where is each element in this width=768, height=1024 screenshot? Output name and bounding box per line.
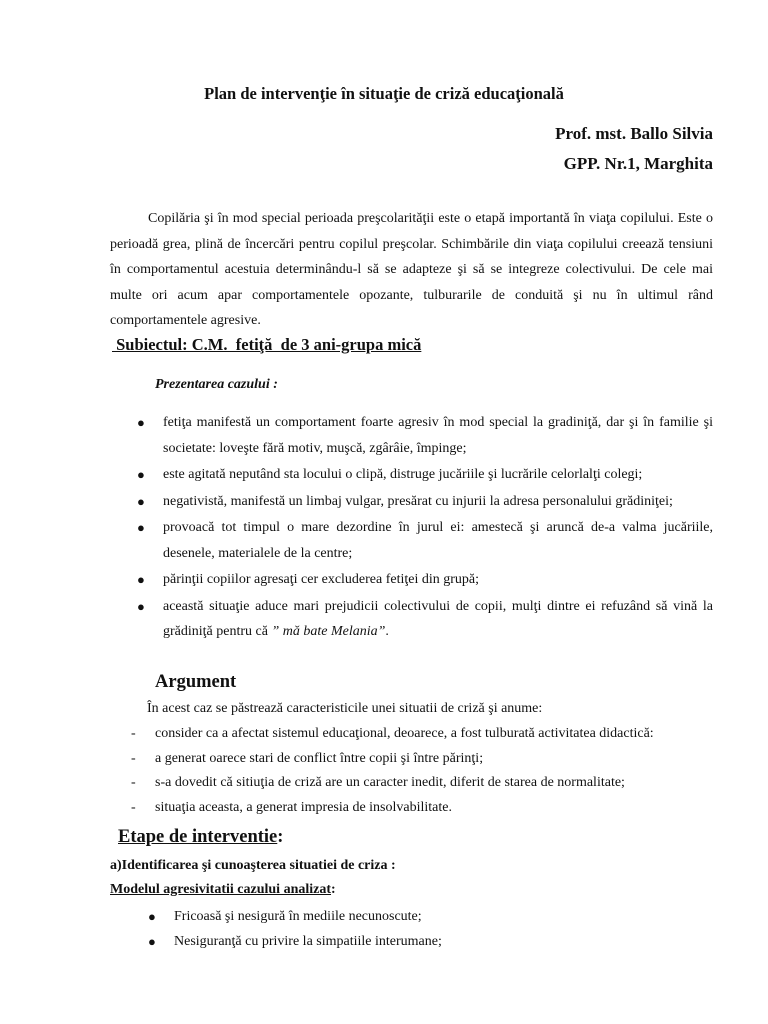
intro-paragraph: Copilăria şi în mod special perioada preşcolarităţii este o etapă importantă în viaţa copilului. Este o perioadă grea, plină de încercări pentru copilul preşcolar. Schimbările din viaţa copilului creează tensiuni în comportamentul acestuia determinându-l să se adapteze şi să se integreze colectivului. De cele mai multe ori acum apar comportamentele opozante, tulburarile de conduită şi nu în ultimul rând comportamentele agresive. [110, 211, 713, 328]
list-item [0, 771, 768, 796]
bullet-text: negativistă, manifestă un limbaj vulgar, presărat cu injurii la adresa personalului grădiniţei; [163, 493, 673, 509]
case-presentation-heading: Prezentarea cazului : [155, 377, 278, 392]
author-institution: GPP. Nr.1, Marghita [563, 154, 713, 173]
bullet-end: . [385, 624, 389, 639]
list-item [0, 722, 768, 747]
model-list [0, 904, 768, 954]
model-heading-suffix: : [331, 882, 336, 897]
bullet-text: părinţii copiilor agresaţi cer excluderea fetiţei din grupă; [163, 572, 480, 587]
argument-item: a generat oarece stari de conflict între copii şi între părinţi; [155, 750, 484, 766]
list-item [0, 904, 768, 929]
bullet-text: această situaţie aduce mari prejudicii colectivului de copii, mulţi dintre ei refuzând să vină la grădiniţă pentru că [163, 598, 713, 639]
list-item [0, 489, 768, 515]
model-heading-text: Modelul agresivitatii cazului analizat [110, 882, 332, 897]
list-item [0, 929, 768, 954]
bullet-icon: ● [137, 520, 145, 535]
argument-item: s-a dovedit că sitiuţia de criză are un caracter inedit, diferit de starea de normalitate; [155, 775, 625, 790]
argument-intro: În acest caz se păstrează caracteristicile unei situatii de criză şi anume: [147, 701, 543, 716]
list-item [0, 594, 768, 645]
list-item [0, 796, 768, 821]
dash-marker: - [131, 799, 136, 815]
author-name: Prof. mst. Ballo Silvia [555, 124, 713, 143]
bullet-quote: ” mă bate Melania” [271, 624, 386, 639]
stages-heading-text: Etape de interventie [118, 827, 278, 847]
stage-a-heading: a)Identificarea şi cunoaşterea situatiei de criza : [110, 858, 396, 873]
list-item [0, 567, 768, 593]
argument-list [0, 722, 768, 820]
bullet-icon: ● [137, 493, 145, 509]
bullet-icon: ● [137, 467, 145, 482]
dash-marker: - [131, 775, 136, 790]
bullet-icon: ● [148, 909, 156, 924]
argument-heading: Argument [155, 672, 237, 692]
list-item [0, 747, 768, 772]
bullet-icon: ● [137, 598, 145, 614]
model-item: Nesiguranţă cu privire la simpatiile interumane; [174, 934, 442, 949]
case-bullet-list [0, 410, 768, 645]
subject-line: Subiectul: C.M. fetiţă de 3 ani-grupa mică [112, 335, 422, 354]
bullet-text: este agitată neputând sta locului o clipă, distruge jucăriile şi lucrările celorlalţi colegi; [163, 467, 643, 482]
argument-item: situaţia aceasta, a generat impresia de insolvabilitate. [155, 799, 452, 815]
stages-heading [118, 825, 283, 849]
model-item: Fricoasă şi nesigură în mediile necunoscute; [174, 909, 422, 924]
bullet-icon: ● [148, 934, 156, 949]
model-heading [110, 880, 336, 900]
stages-heading-suffix: : [277, 827, 284, 847]
dash-marker: - [131, 726, 136, 741]
argument-item: consider ca a afectat sistemul educaţional, deoarece, a fost tulburată activitatea didactică: [155, 726, 654, 741]
dash-marker: - [131, 750, 136, 766]
list-item [0, 410, 768, 461]
document-title: Plan de intervenţie în situaţie de criză educaţională [204, 84, 564, 103]
bullet-icon: ● [137, 415, 145, 430]
list-item [0, 515, 768, 566]
bullet-icon: ● [137, 572, 145, 587]
bullet-text: fetiţa manifestă un comportament foarte agresiv în mod special la gradiniţă, dar şi în familie şi societate: loveşte fără motiv, muşcă, zgârâie, împinge; [163, 415, 713, 456]
list-item [0, 462, 768, 488]
bullet-text: provoacă tot timpul o mare dezordine în jurul ei: amestecă şi aruncă de-a valma jucăriile, desenele, materialele de la centre; [163, 520, 713, 561]
